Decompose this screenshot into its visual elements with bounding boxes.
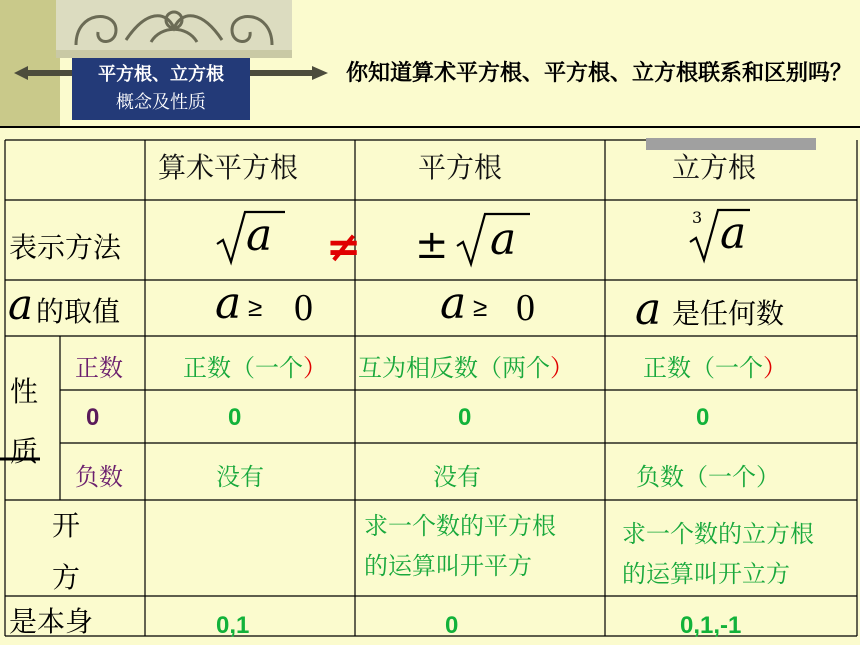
cube-index: 3: [692, 208, 703, 227]
sub-zero: 0: [86, 404, 100, 431]
cbrt-negative: 负数（一个）: [636, 465, 780, 491]
arith-positive-main: 正数（一个: [183, 356, 303, 382]
arith-negative: 没有: [216, 465, 264, 491]
sqrt-positive-main: 互为相反数（两个: [358, 356, 550, 382]
sub-negative: 负数: [75, 465, 123, 491]
cbrt-positive-main: 正数（一个: [643, 356, 763, 382]
tag-line-1: 平方根、立方根: [98, 64, 224, 85]
sqrt-var: a: [246, 210, 273, 261]
arith-zero: 0: [228, 404, 242, 431]
sqrt-positive-paren: ）: [550, 356, 574, 382]
sqrt-op-line-1: 求一个数的平方根: [364, 514, 556, 540]
range-label-var: a: [8, 280, 34, 329]
arith-range-var: a: [215, 278, 242, 329]
cbrt-op-line-2: 的运算叫开立方: [622, 562, 790, 588]
sqrt-range-zero: 0: [516, 287, 535, 329]
cbrt-range-var: a: [635, 284, 662, 335]
cbrt-positive: [643, 348, 787, 383]
sqrt-range-ge: ≥: [473, 292, 488, 322]
sqrt-positive: [358, 348, 574, 383]
self-label: 是本身: [9, 607, 94, 638]
sqrt-range-var: a: [440, 278, 467, 329]
cbrt-self: 0,1,-1: [680, 612, 742, 639]
property-label-2: 质: [10, 437, 39, 468]
label-notation: 表示方法: [9, 233, 122, 264]
not-equal-sign: ≠: [326, 222, 362, 271]
rootop-label-1: 开: [52, 511, 81, 542]
cbrt-positive-paren: ）: [763, 356, 787, 382]
question-text: 你知道算术平方根、平方根、立方根联系和区别吗？: [346, 61, 853, 86]
cbrt-op-line-1: 求一个数的立方根: [622, 522, 814, 548]
arith-self: 0,1: [216, 612, 250, 639]
sub-positive: 正数: [75, 356, 123, 382]
tag-line-2: 概念及性质: [116, 92, 206, 113]
header-arith-sqrt: 算术平方根: [158, 151, 299, 184]
cbrt-range-text: 是任何数: [672, 299, 785, 330]
range-label-text: 的取值: [36, 297, 121, 328]
arith-positive: [183, 348, 327, 383]
arith-positive-paren: ）: [303, 356, 327, 382]
property-label-1: 性: [10, 377, 39, 408]
sqrt-op-line-2: 的运算叫开平方: [364, 554, 532, 580]
rootop-label-2: 方: [52, 563, 81, 594]
cbrt-zero: 0: [696, 404, 710, 431]
arith-range-zero: 0: [294, 287, 313, 329]
sqrt-self: 0: [445, 612, 459, 639]
pm-sqrt-var: a: [490, 214, 517, 265]
plus-minus-sign: ±: [415, 222, 449, 268]
sqrt-zero: 0: [458, 404, 472, 431]
arith-range-ge: ≥: [248, 292, 263, 322]
sqrt-negative: 没有: [433, 465, 481, 491]
header-sqrt: 平方根: [418, 151, 503, 184]
header-cbrt: 立方根: [672, 151, 757, 184]
cbrt-var: a: [720, 208, 747, 259]
